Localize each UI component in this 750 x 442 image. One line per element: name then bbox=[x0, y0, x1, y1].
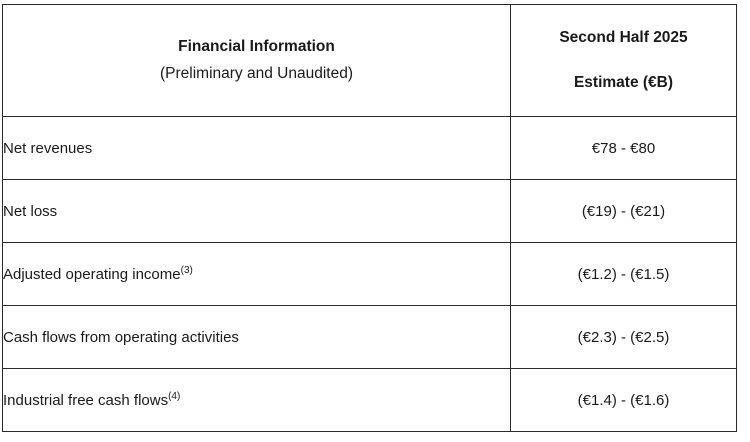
table-row bbox=[3, 369, 737, 432]
row-value-industrial-free-cash-flows: (€1.4) - (€1.6) bbox=[511, 369, 737, 432]
table-row bbox=[3, 306, 737, 369]
header-value-line2: Estimate (€B) bbox=[573, 73, 674, 91]
header-value-line1: Second Half 2025 bbox=[559, 29, 688, 47]
table-row bbox=[3, 243, 737, 306]
header-label-line1: Financial Information bbox=[178, 38, 335, 56]
document-page bbox=[0, 4, 750, 442]
row-label-text: Adjusted operating income bbox=[3, 265, 181, 283]
row-label-text: Net revenues bbox=[3, 139, 93, 157]
row-label-footnote: (3) bbox=[180, 264, 193, 276]
header-label-line2: (Preliminary and Unaudited) bbox=[160, 64, 353, 82]
row-label-adjusted-operating-income bbox=[3, 243, 511, 306]
row-label-footnote: (4) bbox=[168, 390, 181, 402]
row-label-net-revenues bbox=[3, 117, 511, 180]
header-financial-information bbox=[3, 5, 511, 117]
row-label-text: Cash flows from operating activities bbox=[3, 328, 239, 346]
table-row bbox=[3, 117, 737, 180]
row-label-text: Net loss bbox=[3, 202, 58, 220]
table-row bbox=[3, 180, 737, 243]
row-label-net-loss bbox=[3, 180, 511, 243]
row-value-cash-flows-operating-activities: (€2.3) - (€2.5) bbox=[511, 306, 737, 369]
row-value-net-revenues: €78 - €80 bbox=[511, 117, 737, 180]
row-value-net-loss: (€19) - (€21) bbox=[511, 180, 737, 243]
row-label-text: Industrial free cash flows bbox=[3, 391, 169, 409]
financial-information-table bbox=[2, 4, 737, 432]
row-label-industrial-free-cash-flows bbox=[3, 369, 511, 432]
table-header-row bbox=[3, 5, 737, 117]
header-estimate bbox=[511, 5, 737, 117]
row-label-cash-flows-operating-activities bbox=[3, 306, 511, 369]
row-value-adjusted-operating-income: (€1.2) - (€1.5) bbox=[511, 243, 737, 306]
